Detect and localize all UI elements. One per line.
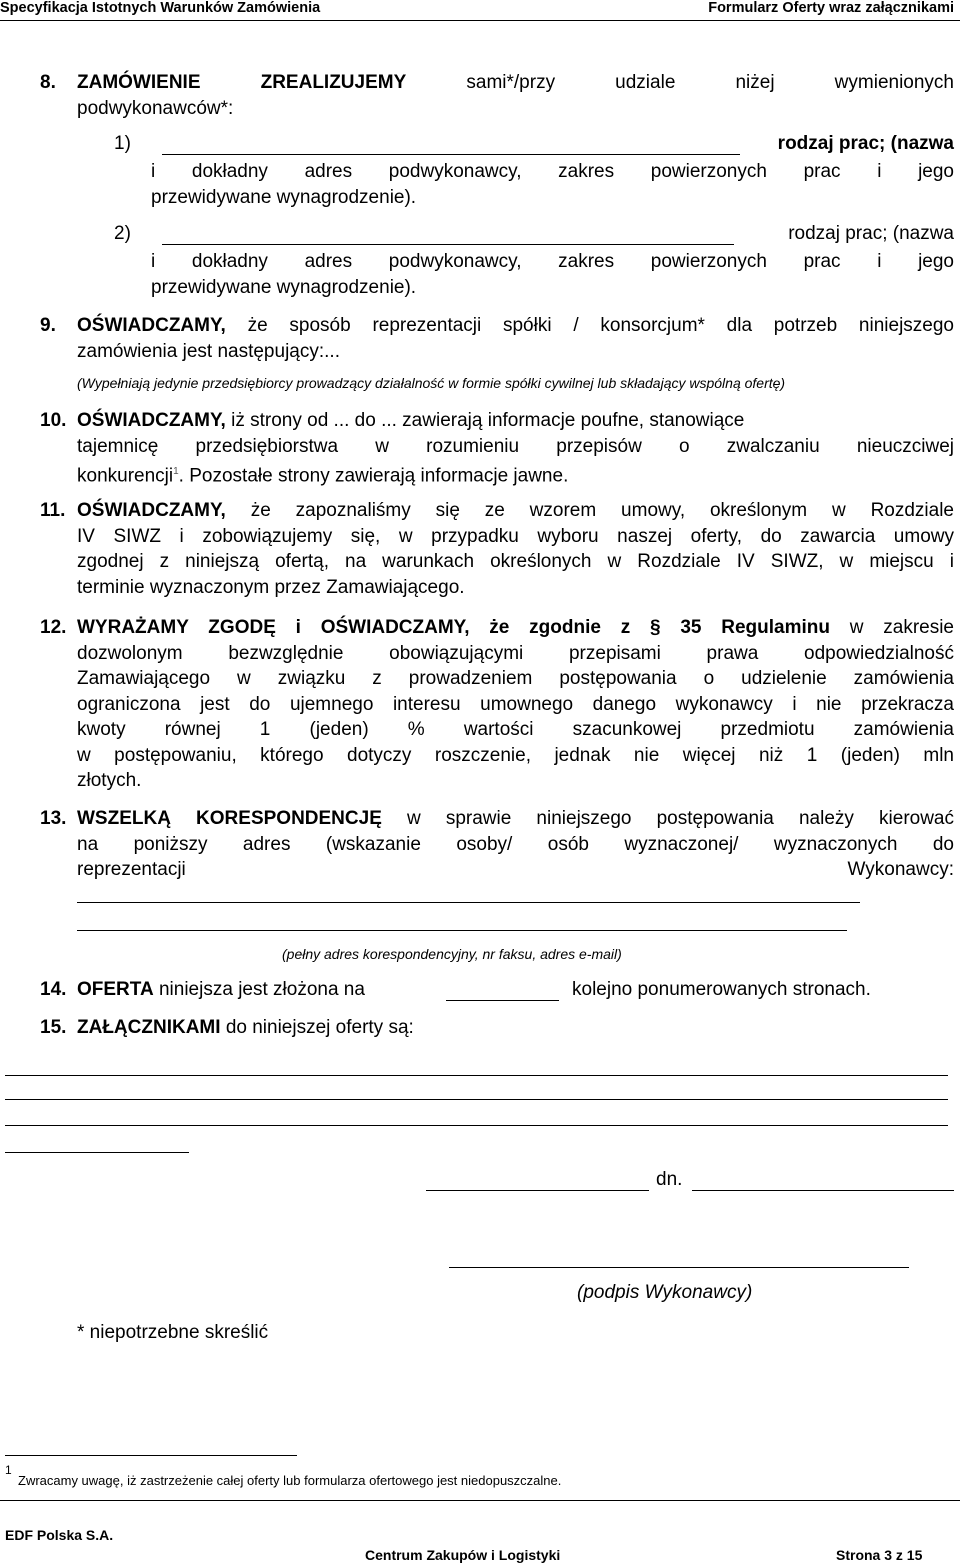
section-9: OŚWIADCZAMY, że sposób reprezentacji spółki / konsorcjum* dla potrzeb niniejszego zamówienia jest następujący:... <box>77 315 954 362</box>
date-label: dn. <box>656 1169 683 1190</box>
item-2-number: 2) <box>114 223 131 244</box>
footer-page-number: Strona 3 z 15 <box>836 1547 923 1563</box>
section-13-number: 13. <box>40 808 67 829</box>
section-9-heading: OŚWIADCZAMY, <box>77 315 226 336</box>
section-11: OŚWIADCZAMY, że zapoznaliśmy się ze wzorem umowy, określonym w Rozdziale IV SIWZ i zobowiązujemy się, w przypadku wyboru naszej oferty, do zawarcia umowy zgodnej z niniejszą ofertą, na warunkach określonych w Rozdziale IV SIWZ, w miejscu i terminie wyznaczonym przez Zamawiającego. <box>77 500 954 598</box>
section-12-heading: WYRAŻAMY ZGODĘ i OŚWIADCZAMY, że zgodnie z § 35 Regulaminu <box>77 617 830 638</box>
item-1-number: 1) <box>114 133 131 154</box>
item-1-text: i dokładny adres podwykonawcy, zakres powierzonych prac i jego przewidywane wynagrodzenie). <box>151 161 954 208</box>
footer-left: EDF Polska S.A. <box>5 1527 114 1543</box>
section-13: WSZELKĄ KORESPONDENCJĘ w sprawie niniejszego postępowania należy kierować na poniższy adres (wskazanie osoby/ osób wyznaczonej/ wyznaczonych do reprezentacji Wykonawcy: <box>77 808 954 880</box>
address-caption: (pełny adres korespondencyjny, nr faksu, adres e-mail) <box>282 946 622 962</box>
section-12: WYRAŻAMY ZGODĘ i OŚWIADCZAMY, że zgodnie z § 35 Regulaminu w zakresie dozwolonym bezwzględnie obowiązującymi przepisami prawa odpowiedzialność Zamawiającego w związku z prowadzeniem postępowania o udzielenie zamówienia ograniczona jest do ujemnego interesu umownego danego wykonawcy i nie przekracza kwoty równej 1 (jeden) % wartości szacunkowej przedmiotu zamówienia w postępowaniu, którego dotyczy roszczenie, jednak nie więcej niż 1 (jeden) mln złotych. <box>77 617 954 791</box>
footnote-separator <box>5 1455 297 1456</box>
signature-line[interactable] <box>449 1267 909 1268</box>
footnote-text: Zwracamy uwagę, iż zastrzeżenie całej oferty lub formularza ofertowego jest niedopuszczalne. <box>18 1473 562 1488</box>
strike-note: * niepotrzebne skreślić <box>77 1322 269 1343</box>
section-8-number: 8. <box>40 72 56 93</box>
section-8-line-1: ZAMÓWIENIE ZREALIZUJEMY sami*/przy udziale niżej wymienionych <box>77 72 954 93</box>
item-2-tail: rodzaj prac; (nazwa <box>788 223 954 244</box>
section-9-number: 9. <box>40 315 56 336</box>
section-15-heading: ZAŁĄCZNIKAMI <box>77 1017 221 1038</box>
header-right: Formularz Oferty wraz załącznikami <box>708 0 954 16</box>
attachments-line-4[interactable] <box>5 1152 189 1153</box>
footnote-ref[interactable]: 1 <box>173 466 179 477</box>
attachments-line-2[interactable] <box>5 1099 948 1100</box>
section-13-heading: WSZELKĄ KORESPONDENCJĘ <box>77 808 382 829</box>
section-15: ZAŁĄCZNIKAMI do niniejszej oferty są: <box>77 1017 414 1038</box>
attachments-line-3[interactable] <box>5 1125 948 1126</box>
page-count-field[interactable] <box>446 1000 559 1001</box>
section-8 <box>77 70 954 121</box>
section-8-heading: ZAMÓWIENIE ZREALIZUJEMY <box>77 72 407 93</box>
footer-center: Centrum Zakupów i Logistyki <box>365 1547 561 1563</box>
section-11-heading: OŚWIADCZAMY, <box>77 500 226 521</box>
section-10: OŚWIADCZAMY, iż strony od ... do ... zawierają informacje poufne, stanowiące tajemnicę przedsiębiorstwa w rozumieniu przepisów o zwalczaniu nieuczciwej konkurencji$^1$. Pozostałe strony zawierają informacje jawne. <box>77 410 954 487</box>
item-1-blank-line <box>162 154 740 155</box>
item-2-blank-line <box>162 244 734 245</box>
section-14-post: kolejno ponumerowanych stronach. <box>572 979 871 1000</box>
section-14: OFERTA niniejsza jest złożona na <box>77 979 365 1000</box>
section-14-number: 14. <box>40 979 67 1000</box>
section-12-number: 12. <box>40 617 67 638</box>
section-11-number: 11. <box>40 500 66 521</box>
item-1-tail: rodzaj prac; (nazwa <box>777 133 954 154</box>
footer-rule <box>0 1500 960 1501</box>
item-2-text: i dokładny adres podwykonawcy, zakres powierzonych prac i jego przewidywane wynagrodzenie). <box>151 251 954 298</box>
date-field[interactable] <box>692 1190 954 1191</box>
footnote-mark: 1 <box>5 1463 12 1477</box>
page-header <box>0 0 960 21</box>
section-10-number: 10. <box>40 410 67 431</box>
place-field[interactable] <box>426 1190 649 1191</box>
header-left: Specyfikacja Istotnych Warunków Zamówienia <box>0 0 321 16</box>
attachments-line-1[interactable] <box>5 1075 948 1076</box>
section-8-line-2: podwykonawców*: <box>77 97 234 119</box>
address-line-1[interactable] <box>77 902 860 903</box>
signature-caption: (podpis Wykonawcy) <box>577 1282 753 1303</box>
section-14-heading: OFERTA <box>77 979 154 1000</box>
section-9-note: (Wypełniają jedynie przedsiębiorcy prowadzący działalność w formie spółki cywilnej lub składający wspólną ofertę) <box>77 375 786 391</box>
section-10-heading: OŚWIADCZAMY, <box>77 410 226 431</box>
section-15-number: 15. <box>40 1017 67 1038</box>
address-line-2[interactable] <box>77 930 847 931</box>
